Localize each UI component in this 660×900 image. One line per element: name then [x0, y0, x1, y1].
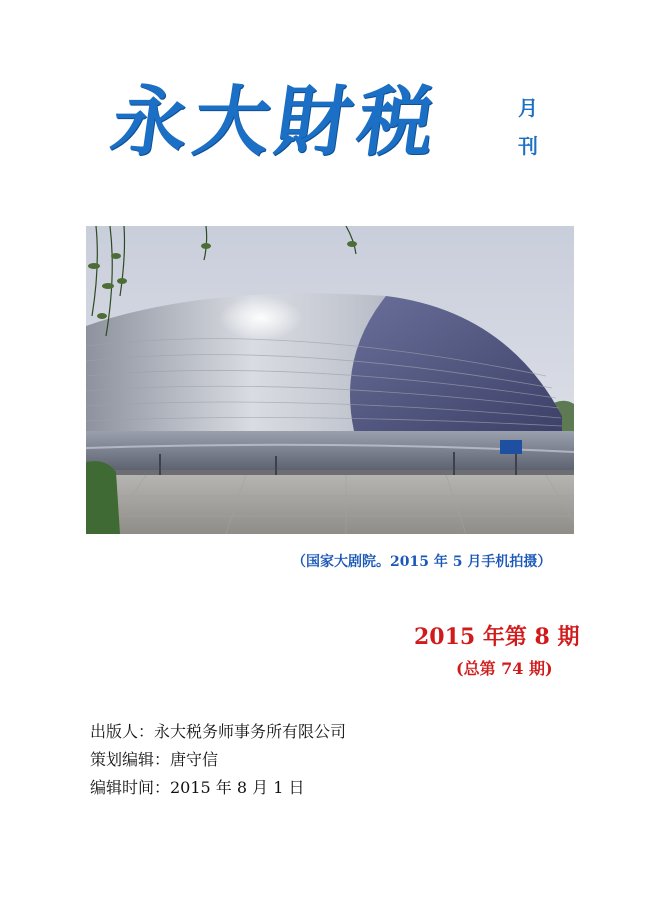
- monthly-label: [518, 98, 538, 156]
- editor-line: 策划编辑：唐守信: [90, 750, 219, 769]
- publisher-line: 出版人：永大税务师事务所有限公司: [90, 722, 347, 741]
- monthly-label-bottom: 刊: [518, 134, 538, 158]
- magazine-title: 永大財税: [105, 77, 447, 166]
- edit-date-line: 编辑时间：2015 年 8 月 1 日: [90, 778, 305, 797]
- photo-caption: （国家大剧院。2015 年 5 月手机拍摄）: [292, 554, 552, 570]
- issue-total: (总第 74 期): [456, 659, 553, 678]
- publication-info: [90, 718, 346, 802]
- cover-photo: [86, 226, 574, 534]
- monthly-label-top: 月: [518, 96, 538, 120]
- issue-number: 2015 年第 8 期: [414, 624, 580, 650]
